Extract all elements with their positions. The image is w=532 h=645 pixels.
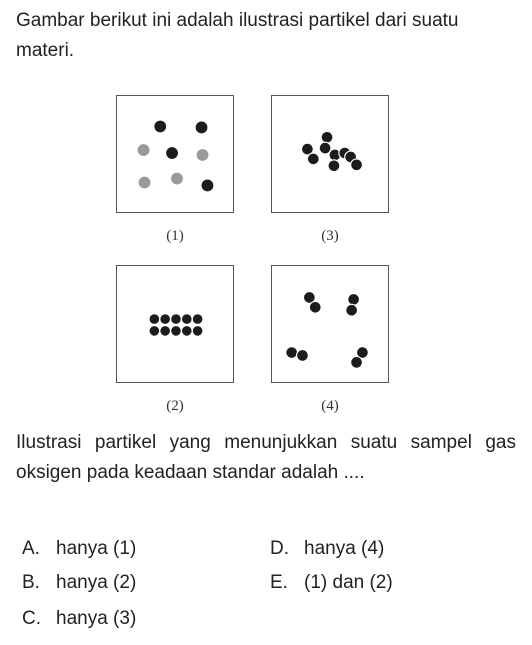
option-b-text: hanya (2) xyxy=(56,572,137,593)
option-e-label: E. xyxy=(270,572,288,593)
option-b[interactable] xyxy=(22,570,136,596)
panel-1-particles xyxy=(116,95,234,213)
option-c-text: hanya (3) xyxy=(56,608,137,629)
option-a-text: hanya (1) xyxy=(56,538,137,559)
particles-clustered-molecules xyxy=(272,96,388,212)
question-intro: Gambar berikut ini adalah ilustrasi partikel dari suatu materi. xyxy=(16,10,459,61)
option-d-label: D. xyxy=(270,538,289,559)
panel-1-caption: (1) xyxy=(166,228,184,244)
option-b-label: B. xyxy=(22,572,40,593)
panel-4-caption: (4) xyxy=(321,398,339,414)
panel-3-particles xyxy=(271,95,389,213)
option-c-label: C. xyxy=(22,608,41,629)
option-d[interactable] xyxy=(270,536,384,562)
particles-diatomic-gas xyxy=(272,266,388,382)
option-d-text: hanya (4) xyxy=(304,538,385,559)
panel-2-particles xyxy=(116,265,234,383)
panel-4-particles xyxy=(271,265,389,383)
option-c[interactable] xyxy=(22,606,136,632)
option-a-label: A. xyxy=(22,538,40,559)
particles-packed-solid xyxy=(117,266,233,382)
particles-single-atoms xyxy=(117,96,233,212)
panel-2-caption: (2) xyxy=(166,398,184,414)
option-e[interactable] xyxy=(270,570,393,596)
option-e-text: (1) dan (2) xyxy=(304,572,393,593)
question-text: Ilustrasi partikel yang menunjukkan suatu sampel gas oksigen pada keadaan standar adalah .... xyxy=(16,432,516,483)
option-a[interactable] xyxy=(22,536,136,562)
panel-3-caption: (3) xyxy=(321,228,339,244)
